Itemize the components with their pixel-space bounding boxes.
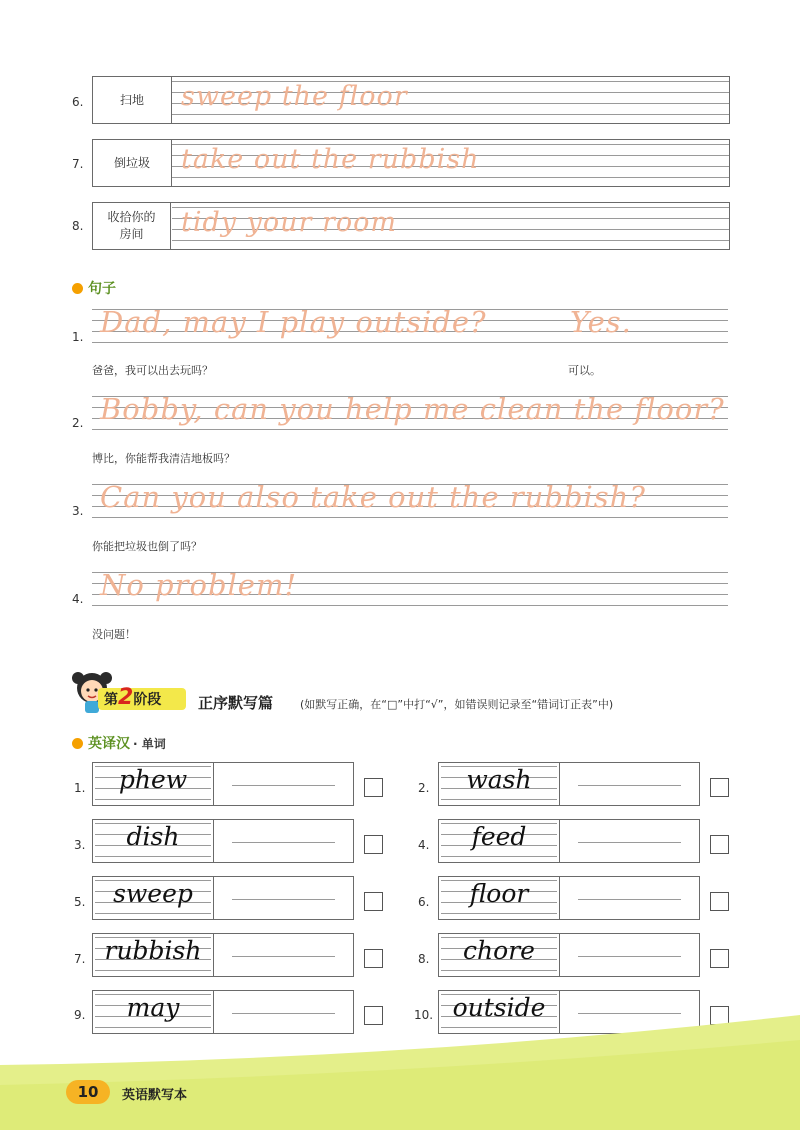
word-box xyxy=(92,876,354,920)
sentence-number: 4. xyxy=(72,592,84,606)
answer-field[interactable] xyxy=(214,820,353,862)
word-english: feed xyxy=(471,822,527,851)
bullet-dot-icon xyxy=(72,283,83,294)
word-box xyxy=(438,933,700,977)
sentence-chinese: 博比，你能帮我清洁地板吗？ xyxy=(92,452,235,465)
word-english: dish xyxy=(126,822,180,851)
stage-title: 正序默写篇 xyxy=(198,694,274,712)
word-number: 7. xyxy=(74,952,86,966)
answer-field[interactable] xyxy=(560,877,699,919)
word-number: 6. xyxy=(418,895,430,909)
stage-badge xyxy=(70,668,190,714)
phrase-trace: sweep the floor xyxy=(181,81,408,112)
word-number: 4. xyxy=(418,838,430,852)
sentence-number: 1. xyxy=(72,330,84,344)
word-number: 5. xyxy=(74,895,86,909)
word-english: may xyxy=(126,993,180,1022)
phrase-box xyxy=(92,76,730,124)
bullet-dot-icon xyxy=(72,738,83,749)
word-english: sweep xyxy=(113,879,193,908)
check-box[interactable] xyxy=(364,778,383,797)
dictation-title: 英译汉 xyxy=(88,736,130,752)
sentence-trace-answer: Yes. xyxy=(570,305,632,339)
check-box[interactable] xyxy=(710,892,729,911)
check-box[interactable] xyxy=(364,892,383,911)
word-number: 3. xyxy=(74,838,86,852)
dictation-heading xyxy=(72,733,166,753)
footer-band xyxy=(0,1015,800,1130)
check-box[interactable] xyxy=(364,949,383,968)
answer-field[interactable] xyxy=(214,934,353,976)
word-english: wash xyxy=(466,765,532,794)
check-box[interactable] xyxy=(710,778,729,797)
word-number: 8. xyxy=(418,952,430,966)
stage-number: 2 xyxy=(118,685,134,710)
check-box[interactable] xyxy=(710,835,729,854)
answer-field[interactable] xyxy=(214,877,353,919)
phrase-chinese: 收拾你的房间 xyxy=(93,203,171,249)
sentences-heading xyxy=(72,278,116,298)
page-number: 10 xyxy=(66,1080,110,1104)
phrase-trace: tidy your room xyxy=(181,207,398,238)
word-english: phew xyxy=(118,765,188,794)
sentence-chinese-answer: 可以。 xyxy=(568,364,601,377)
stage-label xyxy=(104,685,161,710)
word-box xyxy=(92,933,354,977)
sentence-number: 2. xyxy=(72,416,84,430)
sentence-number: 3. xyxy=(72,504,84,518)
word-box xyxy=(438,819,700,863)
word-english: outside xyxy=(452,993,546,1022)
phrase-chinese: 扫地 xyxy=(93,77,172,123)
answer-field[interactable] xyxy=(560,763,699,805)
word-number: 2. xyxy=(418,781,430,795)
phrase-box xyxy=(92,202,730,250)
sentence-trace: No problem! xyxy=(100,568,298,602)
word-english: floor xyxy=(469,879,529,908)
sentence-trace: Bobby, can you help me clean the floor? xyxy=(100,392,725,426)
sentence-chinese: 你能把垃圾也倒了吗？ xyxy=(92,540,202,553)
phrase-trace: take out the rubbish xyxy=(181,144,480,175)
answer-field[interactable] xyxy=(560,934,699,976)
sentences-title: 句子 xyxy=(88,281,116,297)
sentence-chinese: 没问题！ xyxy=(92,628,136,641)
word-number: 1. xyxy=(74,781,86,795)
stage-prefix: 第 xyxy=(104,692,118,708)
sentence-trace: Can you also take out the rubbish? xyxy=(100,480,646,514)
word-number: 10. xyxy=(414,1008,434,1022)
sentence-chinese: 爸爸，我可以出去玩吗？ xyxy=(92,364,213,377)
answer-field[interactable] xyxy=(214,763,353,805)
check-box[interactable] xyxy=(364,835,383,854)
word-number: 9. xyxy=(74,1008,86,1022)
word-box xyxy=(438,762,700,806)
check-box[interactable] xyxy=(710,949,729,968)
stage-instruction: (如默写正确，在“□”中打“√”，如错误则记录至“错词订正表”中) xyxy=(300,698,614,711)
stage-suffix: 阶段 xyxy=(133,692,162,708)
phrase-number: 7. xyxy=(72,157,84,171)
word-english: rubbish xyxy=(104,936,202,965)
word-box xyxy=(438,876,700,920)
phrase-chinese: 倒垃圾 xyxy=(93,140,172,186)
book-title: 英语默写本 xyxy=(122,1088,188,1103)
word-box xyxy=(92,762,354,806)
sentence-trace: Dad, may I play outside? xyxy=(100,305,487,339)
word-box xyxy=(92,819,354,863)
word-english: chore xyxy=(463,936,535,965)
phrase-number: 8. xyxy=(72,219,84,233)
dictation-subtitle: · 单词 xyxy=(133,736,166,751)
phrase-box xyxy=(92,139,730,187)
answer-field[interactable] xyxy=(560,820,699,862)
phrase-number: 6. xyxy=(72,95,84,109)
